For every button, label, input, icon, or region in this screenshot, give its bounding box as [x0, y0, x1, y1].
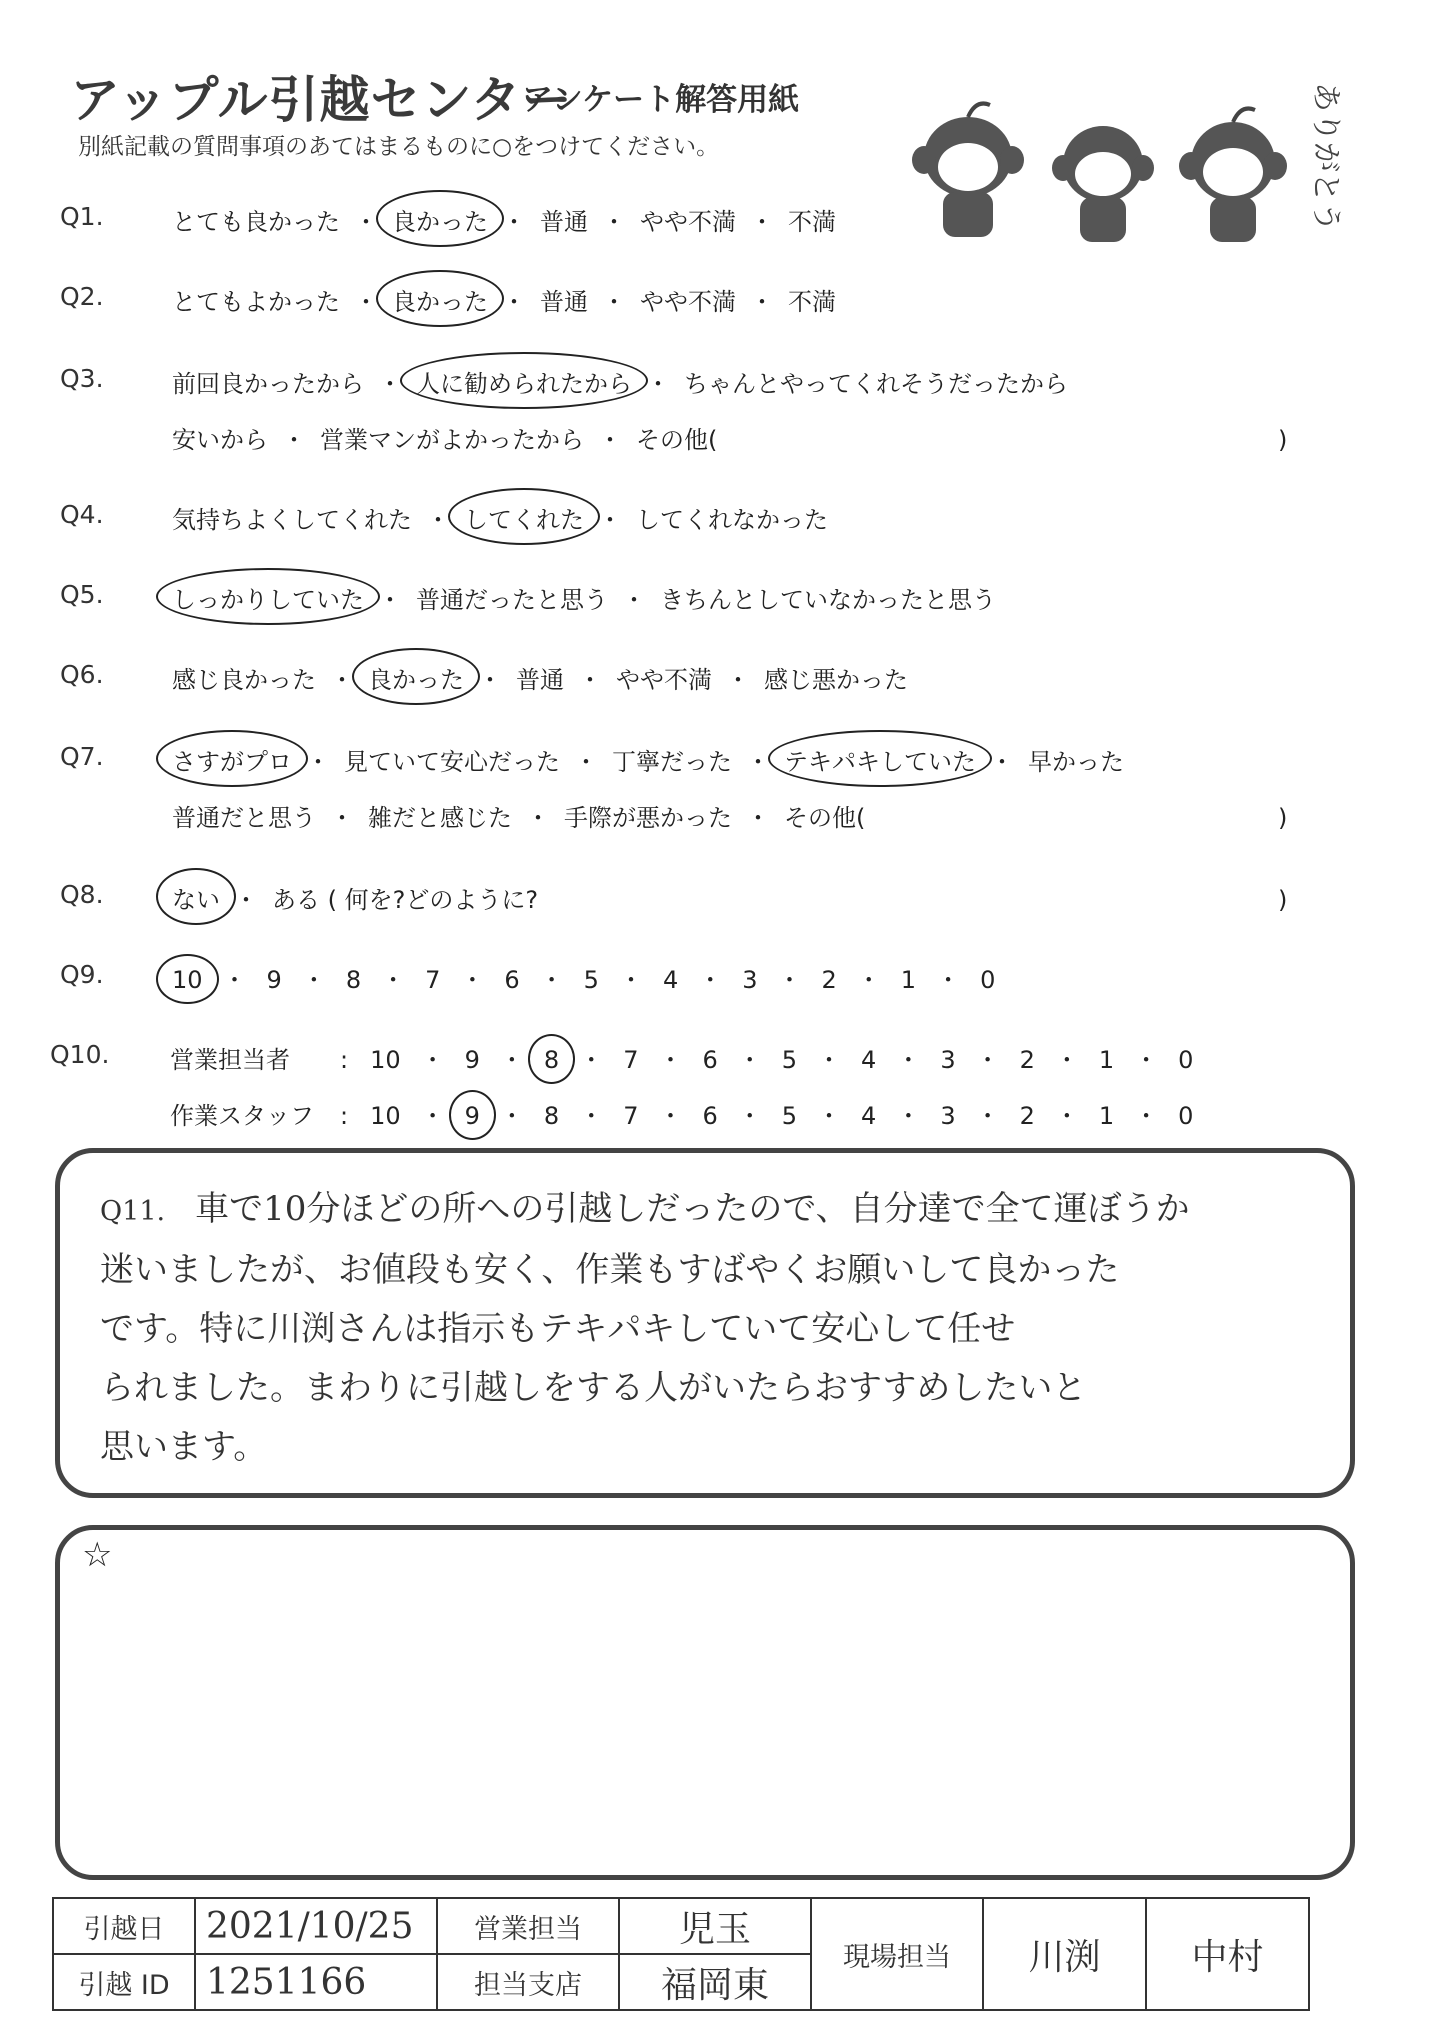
q2-option-selected[interactable]: 良かった: [390, 282, 490, 317]
form-subtitle: アンケート解答用紙: [522, 82, 800, 118]
question-label: Q9.: [60, 960, 104, 989]
q10-sales-option[interactable]: 4: [861, 1046, 877, 1074]
q7-option-other[interactable]: その他(: [784, 804, 866, 832]
q1-option[interactable]: 不満: [788, 208, 836, 236]
q7-option[interactable]: 見ていて安心だった: [344, 748, 560, 776]
sales-label: 営業担当: [437, 1898, 619, 1954]
q9-option[interactable]: 8: [345, 966, 362, 994]
question-label: Q7.: [60, 742, 104, 771]
q3-option[interactable]: 前回良かったから: [172, 370, 364, 398]
q3-option[interactable]: 安いから: [172, 426, 268, 454]
question-label: Q4.: [60, 500, 104, 529]
q7-option[interactable]: 雑だと感じた: [368, 804, 512, 832]
q10-staff-selected[interactable]: 9: [464, 1102, 480, 1130]
site-label: 現場担当: [811, 1898, 983, 2010]
comment-text: [100, 1180, 1340, 1477]
q4-option[interactable]: してくれなかった: [636, 506, 828, 534]
q9-option[interactable]: 4: [662, 966, 679, 994]
question-label: Q6.: [60, 660, 104, 689]
info-table: [52, 1897, 1310, 2011]
q9-option[interactable]: 6: [504, 966, 520, 994]
q6-option-selected[interactable]: 良かった: [366, 660, 466, 695]
comment-line: です。特に川渕さんは指示もテキパキしていて安心して任せ: [100, 1309, 1016, 1349]
q10-colon: :: [340, 1102, 349, 1130]
q9-option[interactable]: 2: [821, 966, 837, 994]
question-label: Q10.: [50, 1040, 110, 1069]
q10-staff-option[interactable]: 2: [1019, 1102, 1035, 1130]
q7-option-selected[interactable]: テキパキしていた: [782, 742, 978, 777]
q10-sales-option[interactable]: 0: [1178, 1046, 1194, 1074]
q10-sales-option[interactable]: 10: [370, 1046, 401, 1074]
q10-staff-option[interactable]: 8: [543, 1102, 560, 1130]
question-label: Q2.: [60, 282, 104, 311]
q2-option[interactable]: 不満: [788, 288, 836, 316]
q1-option-selected[interactable]: 良かった: [390, 202, 490, 237]
q10-staff-option[interactable]: 3: [940, 1102, 956, 1130]
move-date-label: 引越日: [53, 1898, 195, 1954]
q10-sales-label: 営業担当者: [170, 1046, 290, 1074]
question-8: Q8. ない ・ ある ( 何を?どのように? ): [60, 880, 1288, 914]
q10-staff-option[interactable]: 1: [1098, 1102, 1115, 1130]
question-label: Q1.: [60, 202, 104, 231]
company-title: アップル引越センター: [70, 71, 573, 129]
question-6: Q6. 感じ良かった ・ 良かった ・ 普通 ・ やや不満 ・ 感じ悪かった: [60, 660, 908, 694]
star-icon: ☆: [82, 1535, 113, 1575]
q7-option[interactable]: 普通だと思う: [172, 804, 316, 832]
q8-option-selected[interactable]: ない: [170, 880, 222, 915]
q4-option-selected[interactable]: してくれた: [462, 500, 586, 535]
q9-option[interactable]: 9: [266, 966, 282, 994]
q10-staff-option[interactable]: 4: [861, 1102, 877, 1130]
move-date-value: 2021/10/25: [195, 1898, 437, 1954]
comment-line: 思います。: [100, 1427, 268, 1467]
q1-option[interactable]: 普通: [540, 208, 588, 236]
question-2: Q2. とてもよかった ・ 良かった ・ 普通 ・ やや不満 ・ 不満: [60, 282, 836, 316]
move-id-label: 引越 ID: [53, 1954, 195, 2010]
q10-staff-option[interactable]: 0: [1178, 1102, 1194, 1130]
branch-label: 担当支店: [437, 1954, 619, 2010]
q10-sales-scale: 10 ・ 9 ・ 8 ・ 7 ・ 6 ・ 5 ・ 4 ・ 3 ・ 2 ・ 1 ・ 0: [370, 1046, 1194, 1074]
question-label: Q5.: [60, 580, 104, 609]
q10-staff-scale: 10 ・ 9 ・ 8 ・ 7 ・ 6 ・ 5 ・ 4 ・ 3 ・ 2 ・ 1 ・ 0: [370, 1102, 1194, 1130]
q6-option[interactable]: 感じ悪かった: [764, 666, 908, 694]
q5-option[interactable]: 普通だったと思う: [416, 586, 608, 614]
q6-option[interactable]: やや不満: [616, 666, 712, 694]
q10-sales-option[interactable]: 9: [464, 1046, 480, 1074]
q4-option[interactable]: 気持ちよくしてくれた: [172, 506, 412, 534]
site-value-2: 中村: [1146, 1898, 1309, 2010]
question-label: Q8.: [60, 880, 104, 909]
q10-sales-option[interactable]: 5: [781, 1046, 798, 1074]
q9-option[interactable]: 1: [900, 966, 917, 994]
question-1: Q1. とても良かった ・ 良かった ・ 普通 ・ やや不満 ・ 不満: [60, 202, 836, 236]
q7-close-paren: ): [1278, 804, 1288, 832]
q10-staff-label: 作業スタッフ: [170, 1102, 314, 1130]
q3-option[interactable]: ちゃんとやってくれそうだったから: [684, 370, 1068, 398]
q9-selected[interactable]: 10: [172, 966, 203, 994]
q8-close-paren: ): [1278, 886, 1288, 914]
q10-staff-option[interactable]: 6: [702, 1102, 718, 1130]
q10-sales-selected[interactable]: 8: [543, 1046, 560, 1074]
q10-sales-option[interactable]: 3: [940, 1046, 956, 1074]
q2-option[interactable]: やや不満: [640, 288, 736, 316]
question-10: [50, 1040, 1260, 1150]
q8-option[interactable]: ある ( 何を?どのように?: [272, 886, 539, 914]
q10-sales-option[interactable]: 6: [702, 1046, 718, 1074]
q10-sales-option[interactable]: 1: [1098, 1046, 1115, 1074]
remarks-box: [55, 1525, 1355, 1880]
q9-option[interactable]: 3: [742, 966, 758, 994]
q9-option[interactable]: 7: [425, 966, 441, 994]
question-4: Q4. 気持ちよくしてくれた ・ してくれた ・ してくれなかった: [60, 500, 828, 534]
comment-line: 車で10分ほどの所への引越しだったので、自分達で全て運ぼうか: [195, 1189, 1190, 1229]
mascot-caption: ありがとう: [1308, 82, 1343, 232]
question-9: [60, 960, 1260, 1010]
q2-option[interactable]: 普通: [540, 288, 588, 316]
move-id-value: 1251166: [195, 1954, 437, 2010]
q10-staff-option[interactable]: 10: [370, 1102, 401, 1130]
comment-line: 迷いましたが、お値段も安く、作業もすばやくお願いして良かった: [100, 1250, 1120, 1290]
comment-label: Q11.: [100, 1196, 166, 1227]
q6-option[interactable]: 感じ良かった: [172, 666, 316, 694]
q1-option[interactable]: やや不満: [640, 208, 736, 236]
q3-option-other[interactable]: その他(: [636, 426, 718, 454]
q3-close-paren: ): [1278, 426, 1288, 454]
q9-option[interactable]: 0: [980, 966, 996, 994]
question-7: Q7. さすがプロ ・ 見ていて安心だった ・ 丁寧だった ・ テキパキしていた ・ 早かった 普通だと思う ・ 雑だと感じた ・ 手際が悪かった ・ その他( ): [60, 742, 1288, 832]
q7-option-selected[interactable]: さすがプロ: [170, 742, 294, 777]
q7-option[interactable]: 早かった: [1028, 748, 1124, 776]
comment-line: られました。まわりに引越しをする人がいたらおすすめしたいと: [100, 1368, 1087, 1408]
q10-staff-option[interactable]: 5: [781, 1102, 798, 1130]
q3-option-selected[interactable]: 人に勧められたから: [414, 364, 634, 399]
question-3: Q3. 前回良かったから ・ 人に勧められたから ・ ちゃんとやってくれそうだったから 安いから ・ 営業マンがよかったから ・ その他( ): [60, 364, 1288, 454]
instruction-text: 別紙記載の質問事項のあてはまるものに○をつけてください。: [78, 134, 720, 160]
question-label: Q3.: [60, 364, 104, 393]
q6-option[interactable]: 普通: [516, 666, 564, 694]
sales-value: 児玉: [619, 1898, 811, 1954]
q5-option[interactable]: きちんとしていなかったと思う: [660, 586, 996, 614]
q3-option[interactable]: 営業マンがよかったから: [320, 426, 584, 454]
q10-sales-option[interactable]: 2: [1019, 1046, 1035, 1074]
q2-option[interactable]: とてもよかった: [172, 288, 340, 316]
q10-colon: :: [340, 1046, 349, 1074]
q7-option[interactable]: 手際が悪かった: [564, 804, 732, 832]
q10-staff-option[interactable]: 7: [623, 1102, 639, 1130]
q9-option[interactable]: 5: [583, 966, 599, 994]
q1-option[interactable]: とても良かった: [172, 208, 340, 236]
q7-option[interactable]: 丁寧だった: [612, 748, 732, 776]
site-value-1: 川渕: [983, 1898, 1146, 2010]
branch-value: 福岡東: [619, 1954, 811, 2010]
question-5: Q5. しっかりしていた ・ 普通だったと思う ・ きちんとしていなかったと思う: [60, 580, 996, 614]
q9-scale: 10 ・ 9 ・ 8 ・ 7 ・ 6 ・ 5 ・ 4 ・ 3 ・ 2 ・ 1 ・ 0: [172, 966, 996, 994]
q5-option-selected[interactable]: しっかりしていた: [170, 580, 366, 615]
q10-sales-option[interactable]: 7: [623, 1046, 639, 1074]
